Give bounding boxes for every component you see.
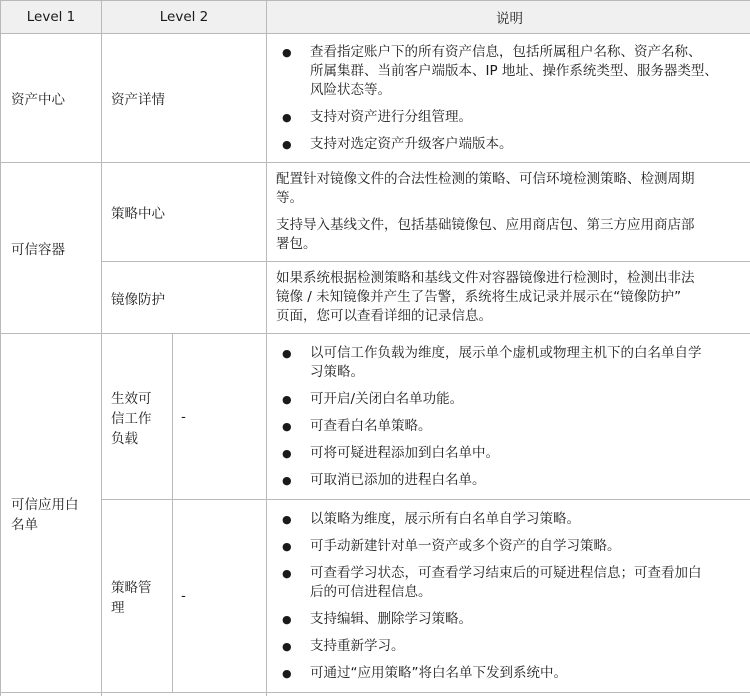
level2-policy-management: 策略管 理: [102, 500, 173, 693]
list-item: ● 可查看白名单策略。: [282, 417, 432, 434]
level2-image-protection: 镜像防护: [102, 262, 267, 334]
table-row-policy-management: [1, 500, 750, 693]
list-item: ● 可查看学习状态，可查看学习结束后的可疑进程信息；可查看加白 后的可信进程信息。: [282, 564, 702, 600]
bullet-icon: ●: [282, 110, 292, 124]
header-level2: Level 2: [102, 1, 267, 34]
description-cell: [267, 34, 750, 163]
empty-cell: [267, 693, 750, 696]
list-item: ● 支持对资产进行分组管理。: [282, 108, 473, 125]
description-cell: [267, 163, 750, 262]
level2-asset-details: 资产详情: [102, 34, 267, 163]
bullet-icon: ●: [282, 45, 292, 59]
paragraph: 配置针对镜像文件的合法性检测的策略、可信环境检测策略、检测周期 等。: [276, 171, 695, 206]
paragraph: 支持导入基线文件，包括基础镜像包、应用商店包、第三方应用商店部 署包。: [276, 217, 695, 252]
table-row-policy-center: [1, 163, 750, 262]
bullet-icon: ●: [282, 566, 292, 580]
description-cell: [267, 334, 750, 500]
table-header-row: [1, 1, 750, 34]
bullet-icon: ●: [282, 473, 292, 487]
list-item: ● 可开启/关闭白名单功能。: [282, 390, 464, 407]
list-item: ● 可手动新建针对单一资产或多个资产的自学习策略。: [282, 537, 621, 554]
empty-cell: [102, 693, 267, 696]
list-item: ● 以策略为维度，展示所有白名单自学习策略。: [282, 510, 581, 527]
level2-policy-center: 策略中心: [102, 163, 267, 262]
list-item: ● 支持重新学习。: [282, 637, 405, 654]
level1-trusted-app-whitelist: 可信应用白 名单: [1, 334, 102, 693]
list-item: ● 查看指定账户下的所有资产信息，包括所属租户名称、资产名称、 所属集群、当前客户端版本、IP 地址、操作系统类型、服务器类型、 风险状态等。: [282, 43, 718, 98]
bullet-icon: ●: [282, 446, 292, 460]
description-cell: [267, 500, 750, 693]
level3-cell: -: [173, 334, 267, 500]
table-row-truncated: [1, 693, 750, 696]
list-item: ● 支持对选定资产升级客户端版本。: [282, 135, 513, 152]
empty-cell: [1, 693, 102, 696]
bullet-icon: ●: [282, 346, 292, 360]
table-row-image-protection: [1, 262, 750, 334]
list-item: ● 支持编辑、删除学习策略。: [282, 610, 473, 627]
paragraph: 如果系统根据检测策略和基线文件对容器镜像进行检测时，检测出非法 镜像 / 未知镜像并产生了告警，系统将生成记录并展示在“镜像防护” 页面，您可以查看详细的记录信息。: [276, 270, 695, 324]
table-row-asset-details: [1, 34, 750, 163]
table-row-trusted-workload: [1, 334, 750, 500]
list-item: ● 以可信工作负载为维度，展示单个虚机或物理主机下的白名单自学 习策略。: [282, 344, 702, 380]
bullet-icon: ●: [282, 419, 292, 433]
bullet-icon: ●: [282, 612, 292, 626]
level1-trusted-container: 可信容器: [1, 163, 102, 334]
description-cell: [267, 262, 750, 334]
list-item: ● 可取消已添加的进程白名单。: [282, 471, 486, 488]
header-description: 说明: [267, 1, 750, 34]
bullet-icon: ●: [282, 137, 292, 151]
bullet-icon: ●: [282, 512, 292, 526]
list-item: ● 可将可疑进程添加到白名单中。: [282, 444, 500, 461]
bullet-icon: ●: [282, 539, 292, 553]
bullet-icon: ●: [282, 666, 292, 680]
level3-cell: -: [173, 500, 267, 693]
header-level1: Level 1: [1, 1, 102, 34]
bullet-icon: ●: [282, 392, 292, 406]
level1-asset-center: 资产中心: [1, 34, 102, 163]
bullet-list: [276, 510, 744, 683]
level2-trusted-workload: 生效可 信工作 负载: [102, 334, 173, 500]
bullet-list: [276, 344, 744, 490]
list-item: ● 可通过“应用策略”将白名单下发到系统中。: [282, 664, 568, 681]
bullet-list: [276, 43, 744, 154]
bullet-icon: ●: [282, 639, 292, 653]
